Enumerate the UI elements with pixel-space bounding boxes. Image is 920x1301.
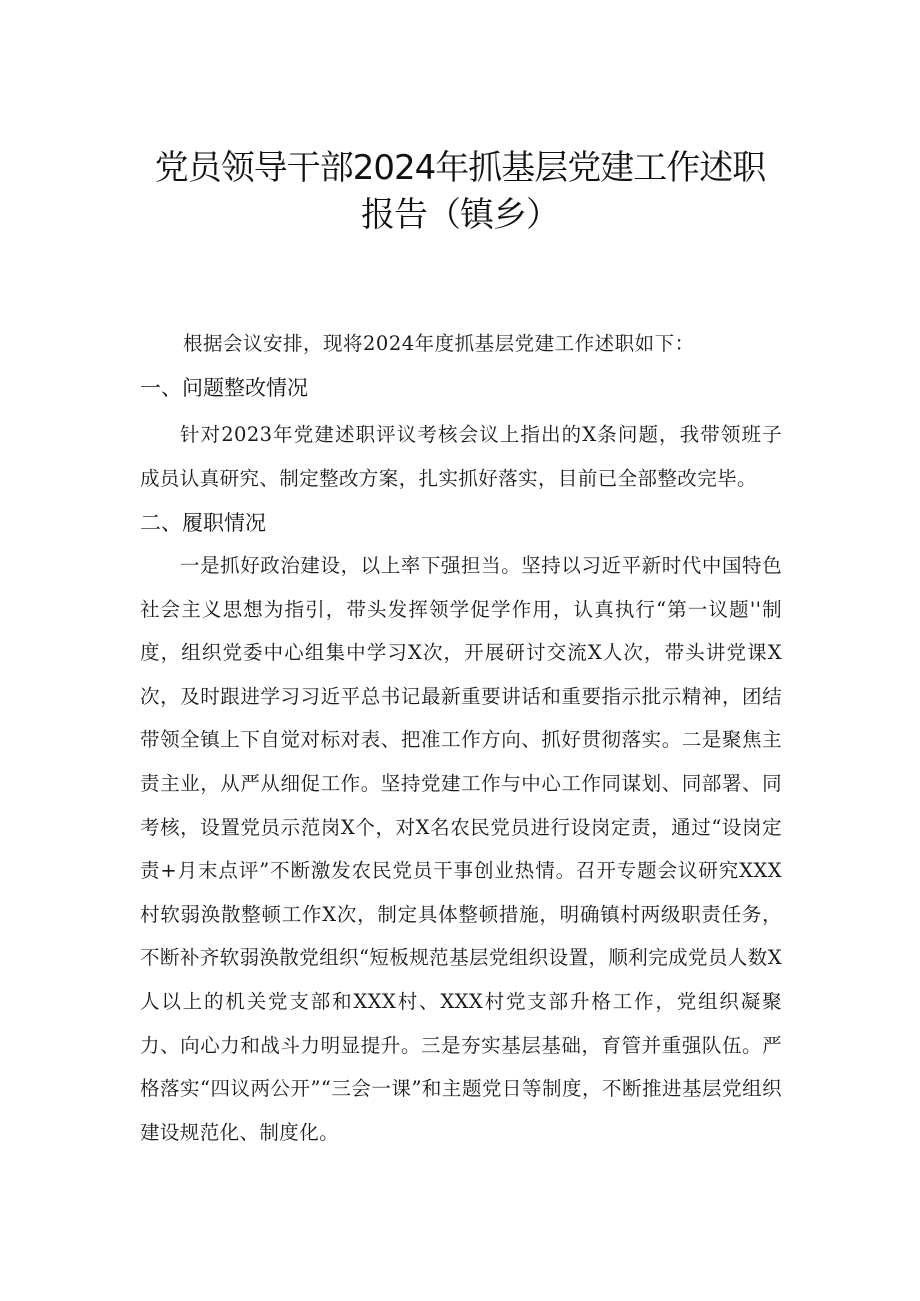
document-title-line-1: 党员领导干部2024年抓基层党建工作述职 [154, 148, 766, 188]
section-2-body: 一是抓好政治建设，以上率下强担当。坚持以习近平新时代中国特色社会主义思想为指引，带头发挥领学促学作用，认真执行“第一议题''制度，组织党委中心组集中学习X次，开展研讨交流X人次，带头讲党课X次，及时跟进学习习近平总书记最新重要讲话和重要指示批示精神，团结带领全镇上下自觉对标对表、把准工作方向、抓好贯彻落实。二是聚焦主责主业，从严从细促工作。坚持党建工作与中心工作同谋划、同部署、同考核，设置党员示范岗X个，对X名农民党员进行设岗定责，通过“设岗定责+月末点评”不断激发农民党员干事创业热情。召开专题会议研究XXX村软弱涣散整顿工作X次，制定具体整顿措施，明确镇村两级职责任务，不断补齐软弱涣散党组织“短板规范基层党组织设置，顺利完成党员人数X人以上的机关党支部和XXX村、XXX村党支部升格工作，党组织凝聚力、向心力和战斗力明显提升。三是夯实基层基础，育管并重强队伍。严格落实“四议两公开”“三会一课”和主题党日等制度，不断推进基层党组织建设规范化、制度化。 [140, 554, 782, 1144]
section-1-body: 针对2023年党建述职评议考核会议上指出的X条问题，我带领班子成员认真研究、制定整改方案，扎实抓好落实，目前已全部整改完毕。 [140, 423, 782, 490]
section-2-heading: 二、履职情况 [140, 511, 266, 535]
document-title-line-2: 报告（镇乡） [361, 195, 559, 235]
section-1-heading: 一、问题整改情况 [140, 376, 308, 400]
intro-paragraph: 根据会议安排，现将2024年度抓基层党建工作述职如下： [183, 332, 695, 355]
